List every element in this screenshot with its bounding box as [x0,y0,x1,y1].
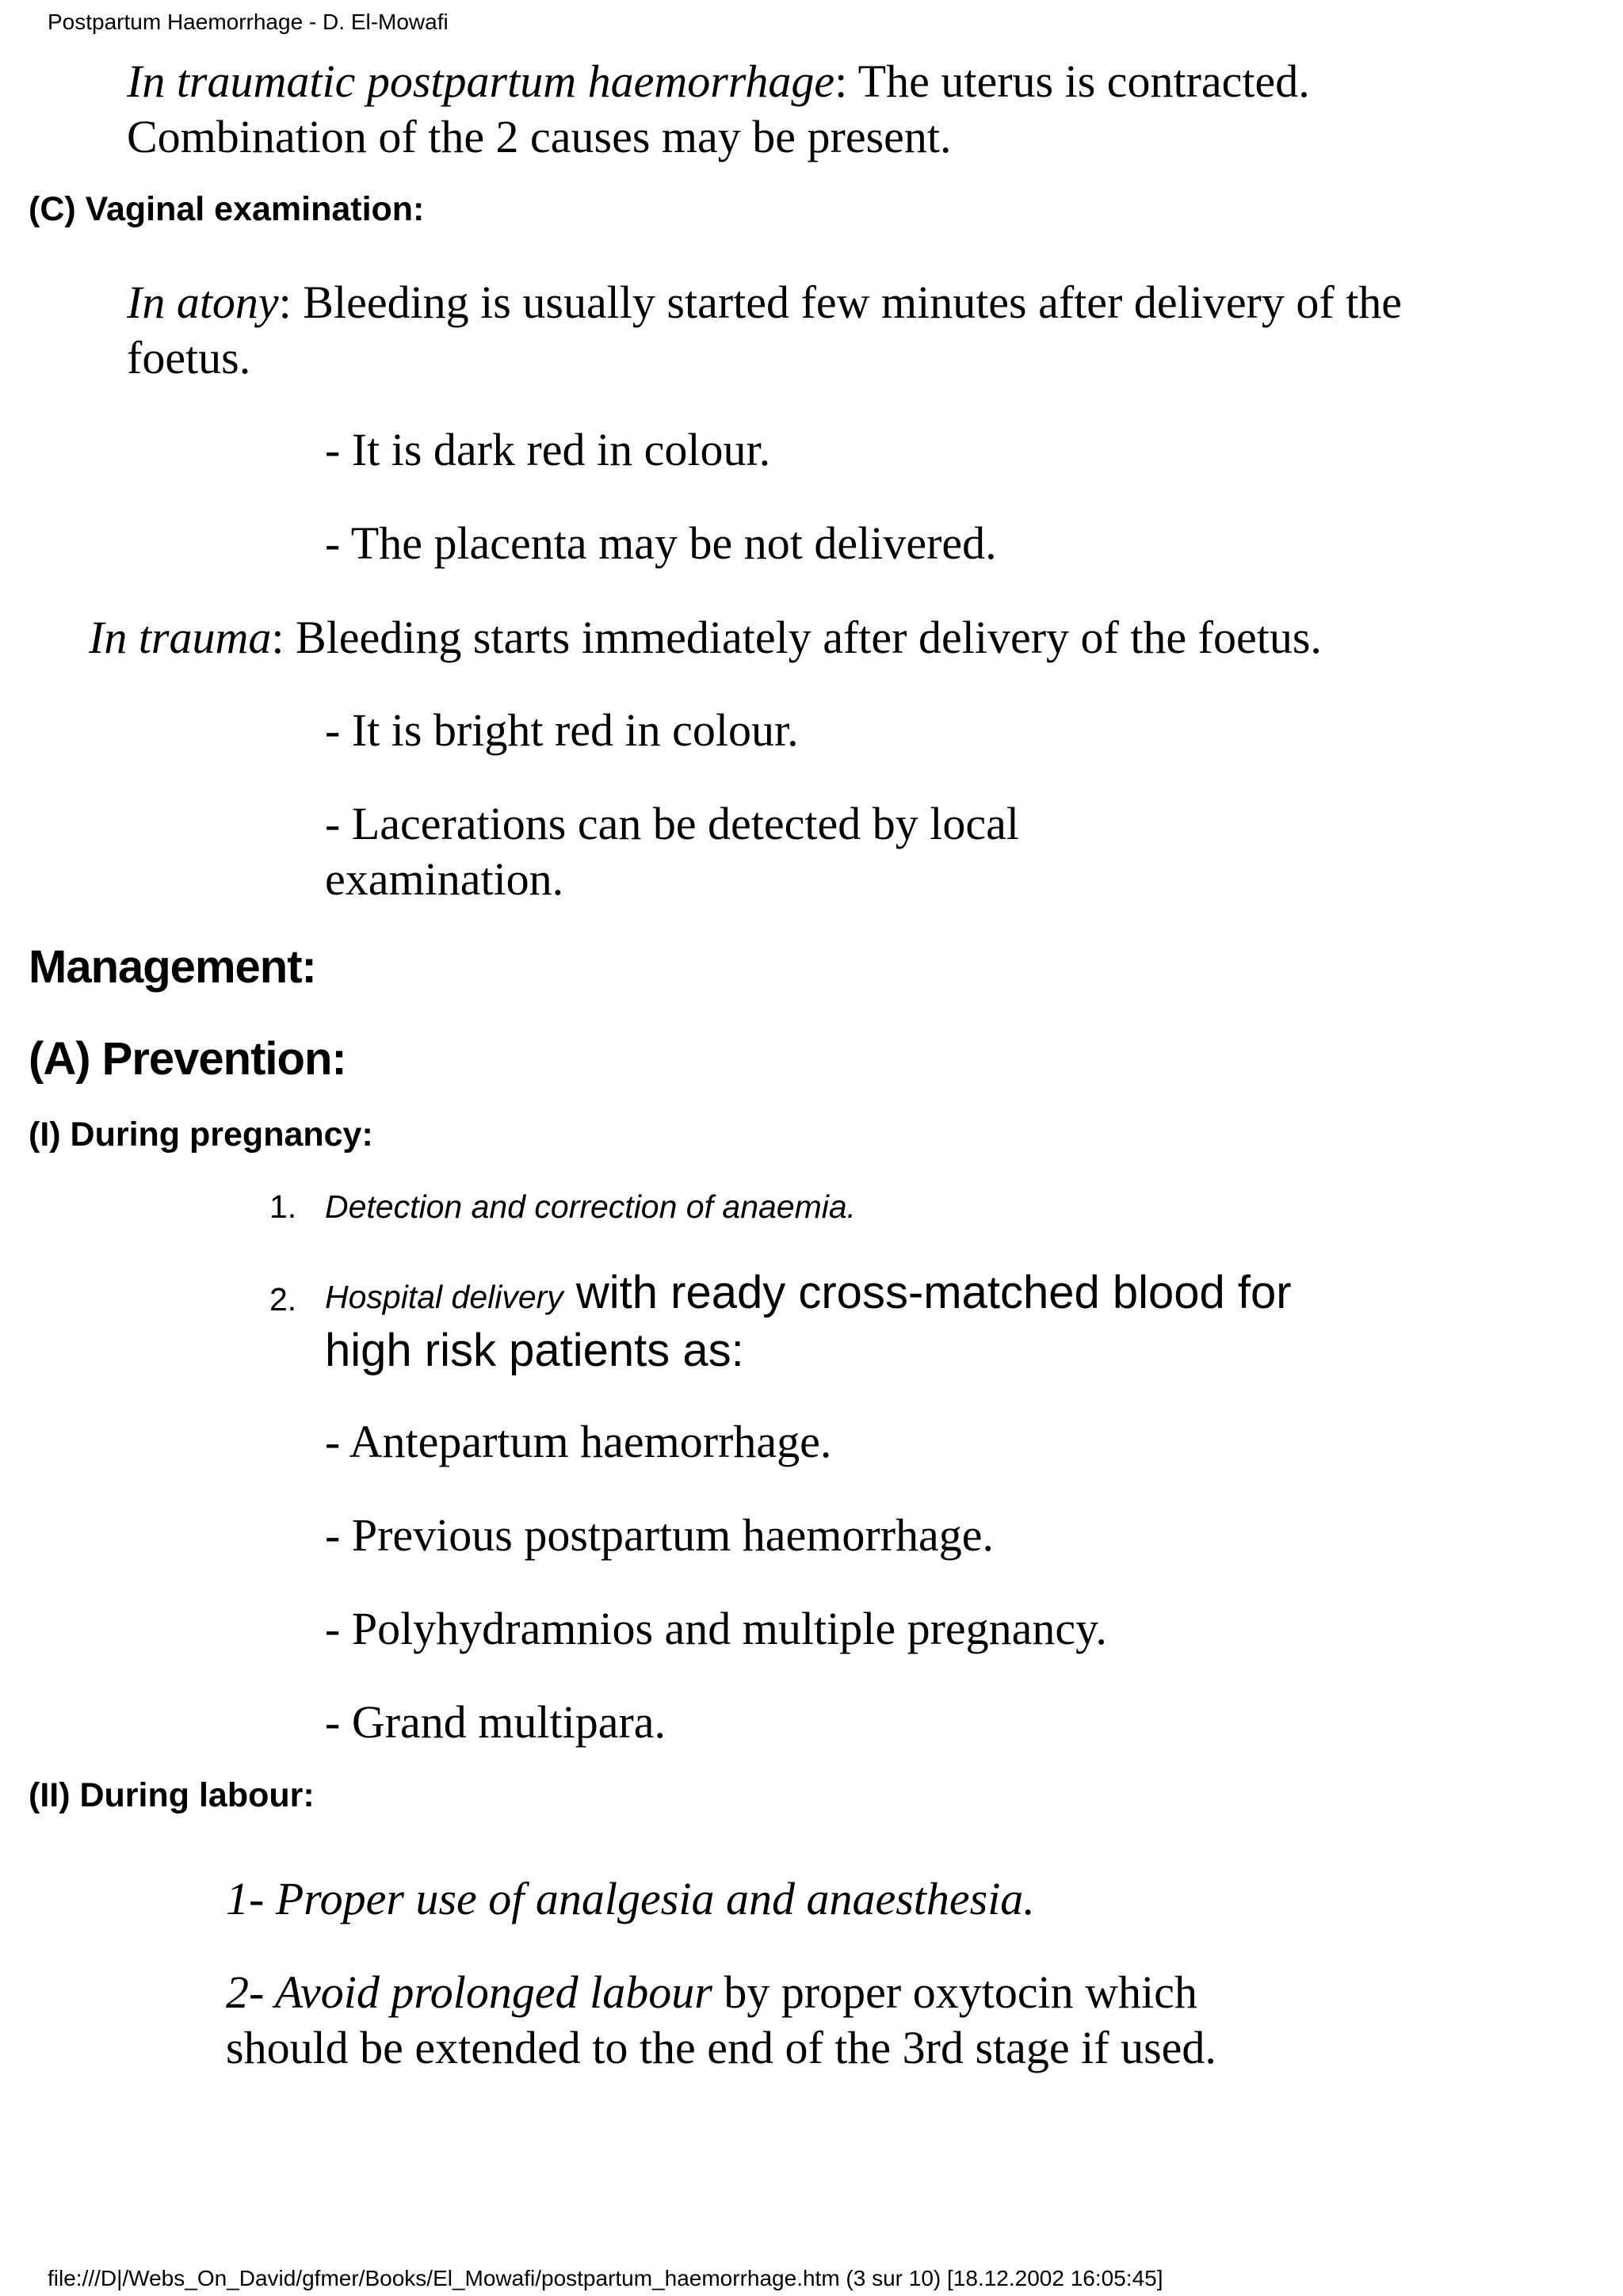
pregnancy-item-1-number: 1. [269,1188,297,1225]
risk-point-1: - Antepartum haemorrhage. [325,1416,832,1467]
traumatic-label: In traumatic postpartum haemorrhage [127,55,835,107]
during-labour-heading: (II) During labour: [29,1776,315,1814]
labour-point-1 [226,1871,1035,1927]
vaginal-exam-heading: (C) Vaginal examination: [29,190,425,228]
traumatic-line2: Combination of the 2 causes may be present. [127,111,952,162]
atony-text: : Bleeding is usually started few minutes after delivery of the [278,277,1403,328]
pregnancy-item-1-text: Detection and correction of anaemia. [325,1188,857,1225]
trauma-point-2-line2: examination. [325,853,564,905]
traumatic-paragraph [127,54,1310,165]
atony-point-2: - The placenta may be not delivered. [325,517,997,569]
atony-paragraph [127,275,1402,386]
atony-line2: foetus. [127,332,251,383]
during-pregnancy-heading: (I) During pregnancy: [29,1116,373,1154]
labour-point-2 [226,1965,1216,2076]
risk-point-2: - Previous postpartum haemorrhage. [325,1509,995,1561]
traumatic-text: : The uterus is contracted. [834,55,1310,107]
risk-point-4: - Grand multipara. [325,1696,666,1748]
labour-point-2-label: 2- Avoid prolonged labour [226,1966,712,2018]
trauma-paragraph [89,610,1322,666]
labour-point-2-line2: should be extended to the end of the 3rd stage if used. [226,2022,1216,2073]
page-footer: file:///D|/Webs_On_David/gfmer/Books/El_Mowafi/postpartum_haemorrhage.htm (3 sur 10) [18.12.2002 16:05:45] [48,2266,1163,2290]
trauma-point-2 [325,796,1019,907]
pregnancy-item-2 [325,1266,1292,1378]
hospital-delivery-label: Hospital delivery [325,1279,563,1315]
pregnancy-item-2-number: 2. [269,1281,297,1318]
trauma-label: In trauma [89,612,272,663]
management-heading: Management: [29,941,316,993]
hospital-delivery-text: with ready cross-matched blood for [563,1267,1292,1318]
hospital-delivery-line2: high risk patients as: [325,1325,744,1376]
page-header: Postpartum Haemorrhage - D. El-Mowafi [48,10,449,34]
prevention-heading: (A) Prevention: [29,1033,346,1085]
labour-point-1-text: 1- Proper use of analgesia and anaesthesia. [226,1873,1035,1924]
atony-point-1: - It is dark red in colour. [325,424,771,475]
risk-point-3: - Polyhydramnios and multiple pregnancy. [325,1603,1107,1654]
trauma-point-1: - It is bright red in colour. [325,704,799,756]
pregnancy-item-1 [325,1188,856,1226]
atony-label: In atony [127,277,279,328]
trauma-point-2-line1: - Lacerations can be detected by local [325,798,1019,849]
trauma-text: : Bleeding starts immediately after delivery of the foetus. [271,612,1322,663]
labour-point-2-text: by proper oxytocin which [712,1966,1197,2018]
